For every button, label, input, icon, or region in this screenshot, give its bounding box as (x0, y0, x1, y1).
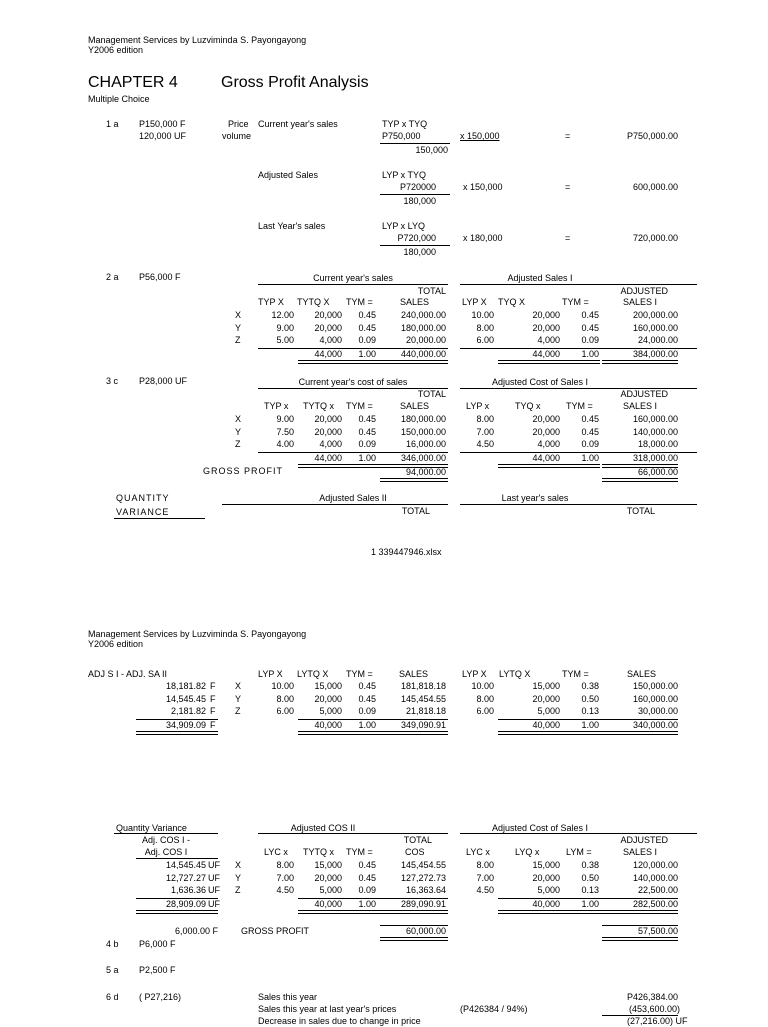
table-title: Adjusted Cost of Sales I (491, 823, 589, 833)
denominator: 180,000 (403, 247, 436, 257)
total-value: 40,000 (532, 720, 560, 730)
mix-value: 0.38 (581, 681, 599, 691)
chapter-title: Gross Profit Analysis (221, 74, 369, 91)
multiplier: x 180,000 (463, 233, 503, 243)
section-label: ADJ S I - ADJ. SA II (88, 669, 168, 679)
denominator: 180,000 (403, 196, 436, 206)
column-header: ADJUSTED (620, 389, 668, 399)
mix-value: 0.45 (358, 872, 376, 883)
price-value: 6.00 (476, 335, 494, 345)
gross-profit-value: 60,000.00 (405, 926, 446, 936)
column-header: TYM = (562, 669, 589, 679)
gross-profit-value: 94,000.00 (405, 467, 446, 477)
total-value: 1.00 (358, 899, 376, 909)
price-value: 10.00 (471, 310, 494, 320)
answer-value: P6,000 F (139, 939, 176, 949)
amount-value: 22,500.00 (637, 885, 678, 895)
column-header: SALES I (623, 401, 658, 411)
price-value: 8.00 (476, 860, 494, 870)
price-value: 8.00 (476, 693, 494, 704)
price-value: 4.00 (276, 439, 294, 449)
product-code: Y (235, 872, 242, 883)
quantity-value: 20,000 (532, 693, 560, 704)
numerator: P720000 (399, 182, 436, 192)
total-value: 1.00 (581, 899, 599, 909)
total-value: 44,000 (532, 453, 560, 463)
table-title: Last year's sales (501, 493, 569, 503)
amount-value: 150,000.00 (400, 426, 446, 437)
quantity-value: 20,000 (532, 310, 560, 320)
numerator: P750,000 (382, 131, 421, 141)
quantity-value: 20,000 (314, 310, 342, 320)
answer-value: ( P27,216) (139, 992, 182, 1002)
quantity-variance-label: VARIANCE (116, 507, 170, 517)
mix-value: 0.45 (358, 414, 376, 424)
amount-value: 16,000.00 (405, 439, 446, 449)
column-header: LYP X (462, 669, 487, 679)
product-code: Y (235, 426, 242, 437)
product-code: X (235, 414, 242, 424)
column-header: TOTAL (417, 389, 446, 399)
column-header: TYM = (346, 401, 373, 411)
question-number: 6 d (106, 992, 119, 1002)
gross-profit-value: 57,500.00 (637, 926, 678, 936)
mix-value: 0.38 (581, 860, 599, 870)
column-header: LYTQ X (297, 669, 329, 679)
line-text: Sales this year at last year's prices (258, 1004, 397, 1014)
variance-value: 14,545.45 (165, 860, 206, 870)
quantity-value: 20,000 (314, 693, 342, 704)
total-value: 40,000 (314, 720, 342, 730)
table-title: Adjusted Sales II (319, 493, 387, 503)
column-header: TOTAL (626, 506, 655, 516)
formula: TYP x TYQ (382, 119, 428, 129)
product-code: Z (235, 885, 241, 895)
column-header: LYP x (466, 401, 490, 411)
column-header: LYQ x (515, 847, 540, 857)
quantity-value: 20,000 (314, 872, 342, 883)
equals-sign: = (565, 182, 571, 192)
mix-value: 0.13 (581, 885, 599, 895)
denominator: 150,000 (415, 145, 448, 155)
variance-flag: UF (208, 899, 220, 909)
row-label: Last Year's sales (258, 221, 326, 231)
product-code: Z (235, 439, 241, 449)
total-value: 349,090.91 (400, 720, 446, 730)
column-header: TYM = (562, 297, 589, 307)
variance-value: 1,636.36 (170, 885, 206, 895)
variance-type: volume (222, 131, 252, 141)
amount-value: 16,363.64 (405, 885, 446, 895)
mix-value: 0.50 (581, 693, 599, 704)
price-value: 4.50 (476, 885, 494, 895)
variance-flag: UF (208, 872, 220, 883)
amount-value: 180,000.00 (400, 414, 446, 424)
line-text: Decrease in sales due to change in price (258, 1016, 421, 1026)
column-header: TOTAL (401, 506, 430, 516)
product-code: X (235, 681, 242, 691)
column-header: TYM = (346, 669, 373, 679)
total-value: 40,000 (314, 899, 342, 909)
quantity-value: 20,000 (532, 414, 560, 424)
mix-value: 0.45 (581, 310, 599, 320)
column-header: TOTAL (403, 835, 432, 845)
amount-value: 21,818.18 (405, 706, 446, 716)
column-header: Adj. COS I (144, 847, 188, 857)
product-code: X (235, 860, 242, 870)
numerator: P720,000 (397, 233, 436, 243)
variance-flag: F (210, 693, 216, 704)
amount-value: 140,000.00 (632, 426, 678, 437)
equals-sign: = (565, 131, 571, 141)
quantity-value: 20,000 (532, 426, 560, 437)
section-subtitle: Multiple Choice (88, 94, 150, 104)
price-value: 7.00 (476, 872, 494, 883)
total-value: 289,090.91 (400, 899, 446, 909)
total-value: 1.00 (581, 349, 599, 359)
total-value: 340,000.00 (632, 720, 678, 730)
product-code: Y (235, 322, 242, 333)
multiplier: x 150,000 (463, 182, 503, 192)
column-header: TYTQ x (303, 401, 334, 411)
variance-value: 2,181.82 (170, 706, 206, 716)
price-value: 8.00 (476, 414, 494, 424)
column-header: TYQ x (515, 401, 541, 411)
quantity-value: 15,000 (532, 681, 560, 691)
quantity-value: 5,000 (319, 706, 342, 716)
price-value: 8.00 (276, 860, 294, 870)
variance-flag: UF (208, 860, 220, 870)
total-value: 1.00 (358, 349, 376, 359)
column-header: SALES (400, 297, 430, 307)
column-header: SALES (399, 669, 429, 679)
amount-value: 145,454.55 (400, 860, 446, 870)
column-header: TYM = (566, 401, 593, 411)
mix-value: 0.45 (358, 693, 376, 704)
table-title: Adjusted Cost of Sales I (491, 377, 589, 387)
column-header: LYP X (462, 297, 487, 307)
column-header: LYTQ X (499, 669, 531, 679)
price-value: 6.00 (276, 706, 294, 716)
variance-flag: F (210, 681, 216, 691)
amount-value: 127,272.73 (400, 872, 446, 883)
price-value: 6.00 (476, 706, 494, 716)
total-value: 346,000.00 (400, 453, 446, 463)
line-text: Sales this year (258, 992, 318, 1002)
price-value: 4.50 (476, 439, 494, 449)
answer-value: P2,500 F (139, 965, 176, 975)
amount-value: 160,000.00 (632, 414, 678, 424)
question-number: 3 c (106, 376, 119, 386)
gross-profit-label: GROSS PROFIT (241, 926, 310, 936)
quantity-value: 5,000 (319, 885, 342, 895)
mix-value: 0.50 (581, 872, 599, 883)
total-value: 34,909.09 (165, 720, 206, 730)
question-number: 1 a (106, 119, 119, 129)
variance-flag: F (210, 720, 216, 730)
row-label: Current year's sales (258, 119, 338, 129)
variance-value: 14,545.45 (165, 693, 206, 704)
column-header: TYM = (346, 847, 373, 857)
price-value: 8.00 (276, 693, 294, 704)
total-value: 1.00 (358, 453, 376, 463)
amount-value: 181,818.18 (400, 681, 446, 691)
amount-value: 145,454.55 (400, 693, 446, 704)
quantity-value: 20,000 (532, 872, 560, 883)
column-header: LYC x (466, 847, 490, 857)
table-title: Current year's cost of sales (298, 377, 408, 387)
price-value: 10.00 (471, 681, 494, 691)
section-label: Quantity Variance (116, 823, 187, 833)
price-value: 7.00 (276, 872, 294, 883)
answer-value: P56,000 F (139, 272, 181, 282)
amount-value: 200,000.00 (632, 310, 678, 320)
quantity-value: 4,000 (319, 335, 342, 345)
quantity-value: 15,000 (314, 681, 342, 691)
question-number: 4 b (106, 939, 119, 949)
variance-difference: 6,000.00 F (174, 926, 218, 936)
table-title: Adjusted Sales I (507, 273, 573, 283)
column-header: LYM = (566, 847, 592, 857)
mix-value: 0.09 (581, 439, 599, 449)
quantity-value: 20,000 (314, 414, 342, 424)
line-note: (P426384 / 94%) (460, 1004, 528, 1014)
doc-header-author: Management Services by Luzviminda S. Payongayong (88, 35, 307, 45)
table-title: Adjusted COS II (290, 823, 356, 833)
doc-header-edition: Y2006 edition (88, 639, 144, 649)
price-value: 9.00 (276, 414, 294, 424)
column-header: TYQ X (498, 297, 526, 307)
variance-flag: UF (208, 885, 220, 895)
amount-value: 160,000.00 (632, 693, 678, 704)
quantity-value: 20,000 (532, 322, 560, 333)
mix-value: 0.45 (358, 681, 376, 691)
column-header: TYTQ x (303, 847, 334, 857)
answer-value: 120,000 UF (139, 131, 187, 141)
variance-value: 18,181.82 (165, 681, 206, 691)
price-value: 5.00 (276, 335, 294, 345)
table-title: Current year's sales (313, 273, 393, 283)
mix-value: 0.09 (581, 335, 599, 345)
mix-value: 0.45 (358, 310, 376, 320)
total-value: 44,000 (532, 349, 560, 359)
mix-value: 0.09 (358, 439, 376, 449)
price-value: 12.00 (271, 310, 294, 320)
mix-value: 0.45 (358, 426, 376, 437)
amount-value: 240,000.00 (400, 310, 446, 320)
total-value: 282,500.00 (632, 899, 678, 909)
doc-header-edition: Y2006 edition (88, 45, 144, 55)
mix-value: 0.45 (581, 322, 599, 333)
total-value: 318,000.00 (632, 453, 678, 463)
total-value: 384,000.00 (632, 349, 678, 359)
formula: LYP x LYQ (382, 221, 426, 231)
quantity-value: 4,000 (319, 439, 342, 449)
amount-value: 160,000.00 (632, 322, 678, 333)
total-value: 1.00 (358, 720, 376, 730)
quantity-value: 4,000 (537, 335, 560, 345)
column-header: LYP X (258, 669, 283, 679)
variance-value: 12,727.27 (165, 872, 206, 883)
total-value: 40,000 (532, 899, 560, 909)
total-value: 1.00 (581, 453, 599, 463)
mix-value: 0.09 (358, 706, 376, 716)
amount-value: 24,000.00 (637, 335, 678, 345)
column-header: TOTAL (417, 286, 446, 296)
formula: LYP x TYQ (382, 170, 427, 180)
quantity-value: 5,000 (537, 706, 560, 716)
product-code: Z (235, 335, 241, 345)
page-footer: 1 339447946.xlsx (371, 547, 442, 557)
mix-value: 0.13 (581, 706, 599, 716)
total-value: 44,000 (314, 453, 342, 463)
total-value: 440,000.00 (400, 349, 446, 359)
total-value: 44,000 (314, 349, 342, 359)
product-code: Y (235, 693, 242, 704)
column-header: Adj. COS I - (141, 835, 190, 845)
product-code: Z (235, 706, 241, 716)
mix-value: 0.45 (358, 322, 376, 333)
line-value: (27,216.00) UF (627, 1016, 688, 1026)
column-header: TYM = (346, 297, 373, 307)
column-header: LYC x (264, 847, 288, 857)
price-value: 7.50 (276, 426, 294, 437)
amount-value: 140,000.00 (632, 872, 678, 883)
result-value: P750,000.00 (626, 131, 678, 141)
mix-value: 0.45 (581, 414, 599, 424)
quantity-value: 15,000 (532, 860, 560, 870)
amount-value: 20,000.00 (405, 335, 446, 345)
mix-value: 0.45 (581, 426, 599, 437)
variance-type: Price (228, 119, 249, 129)
quantity-value: 5,000 (537, 885, 560, 895)
answer-value: P28,000 UF (139, 376, 188, 386)
variance-flag: F (210, 706, 216, 716)
amount-value: 30,000.00 (637, 706, 678, 716)
amount-value: 18,000.00 (637, 439, 678, 449)
product-code: X (235, 310, 242, 320)
amount-value: 180,000.00 (400, 322, 446, 333)
line-value: (453,600.00) (628, 1004, 680, 1014)
price-value: 9.00 (276, 322, 294, 333)
amount-value: 120,000.00 (632, 860, 678, 870)
gross-profit-value: 66,000.00 (637, 467, 678, 477)
column-header: TYP x (264, 401, 289, 411)
amount-value: 150,000.00 (632, 681, 678, 691)
quantity-value: 20,000 (314, 322, 342, 333)
column-header: SALES I (623, 297, 658, 307)
row-label: Adjusted Sales (258, 170, 319, 180)
answer-value: P150,000 F (139, 119, 186, 129)
column-header: ADJUSTED (620, 286, 668, 296)
quantity-value: 15,000 (314, 860, 342, 870)
question-number: 2 a (106, 272, 119, 282)
column-header: TYP X (258, 297, 284, 307)
quantity-value: 4,000 (537, 439, 560, 449)
total-value: 28,909.09 (165, 899, 206, 909)
gross-profit-label: GROSS PROFIT (203, 466, 284, 476)
column-header: ADJUSTED (620, 835, 668, 845)
price-value: 10.00 (271, 681, 294, 691)
chapter-label: CHAPTER 4 (88, 74, 178, 91)
quantity-value: 20,000 (314, 426, 342, 437)
line-value: P426,384.00 (626, 992, 678, 1002)
column-header: TYTQ X (297, 297, 330, 307)
column-header: SALES (400, 401, 430, 411)
multiplier: x 150,000 (460, 131, 500, 141)
result-value: 720,000.00 (632, 233, 678, 243)
column-header: SALES I (623, 847, 658, 857)
total-value: 1.00 (581, 720, 599, 730)
result-value: 600,000.00 (632, 182, 678, 192)
question-number: 5 a (106, 965, 119, 975)
mix-value: 0.09 (358, 335, 376, 345)
mix-value: 0.09 (358, 885, 376, 895)
column-header: COS (405, 847, 425, 857)
price-value: 4.50 (276, 885, 294, 895)
quantity-variance-label: QUANTITY (116, 493, 170, 503)
doc-header-author: Management Services by Luzviminda S. Payongayong (88, 629, 307, 639)
mix-value: 0.45 (358, 860, 376, 870)
price-value: 8.00 (476, 322, 494, 333)
column-header: SALES (627, 669, 657, 679)
equals-sign: = (565, 233, 571, 243)
price-value: 7.00 (476, 426, 494, 437)
